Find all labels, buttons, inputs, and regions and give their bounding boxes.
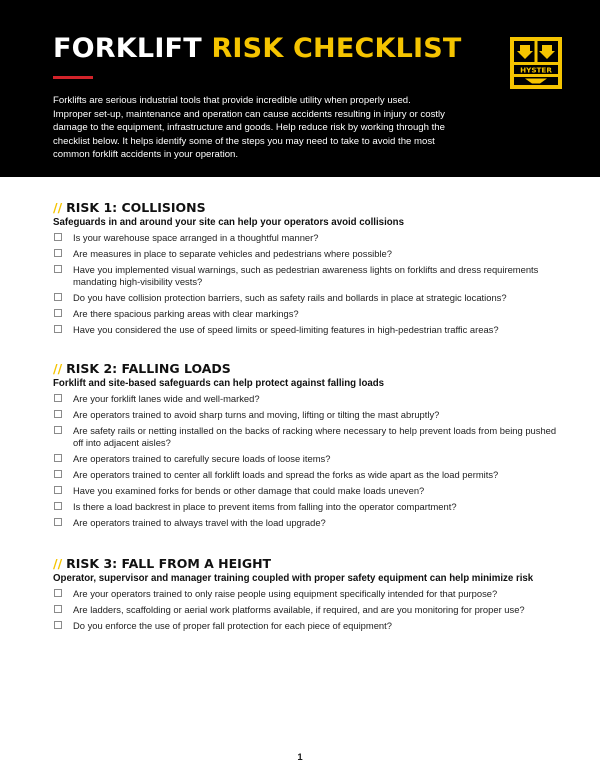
- checklist: [53, 588, 563, 632]
- checklist-item-text: Are operators trained to always travel with the load upgrade?: [73, 517, 326, 528]
- checklist-item: [53, 604, 563, 616]
- intro-paragraph: Forklifts are serious industrial tools that provide incredible utility when properly used. Improper set-up, maintenance and operation can cause accidents resulting in injury or costly damage to the equipment, infrastructure and goods. Help reduce risk by working through the checklist below. It helps identify some of the steps you may need to take to avoid the most common forklift accidents in your operation.: [53, 95, 445, 160]
- checkbox[interactable]: [54, 233, 62, 241]
- checkbox[interactable]: [54, 265, 62, 273]
- checklist: [53, 393, 563, 529]
- slashes-icon: //: [53, 200, 63, 215]
- checklist-item: [53, 248, 563, 260]
- checklist-item: [53, 517, 563, 529]
- checklist-item: [53, 620, 563, 632]
- logo-text: HYSTER: [520, 65, 552, 75]
- checklist-item-text: Do you enforce the use of proper fall protection for each piece of equipment?: [73, 620, 392, 631]
- title-underline: [53, 76, 93, 79]
- page-title: [53, 33, 462, 65]
- checklist-item: [53, 232, 563, 244]
- section-title: [53, 556, 563, 571]
- checkbox[interactable]: [54, 605, 62, 613]
- checklist-item-text: Are your operators trained to only raise people using equipment specifically intended for that purpose?: [73, 588, 498, 599]
- checklist-item-text: Are measures in place to separate vehicles and pedestrians where possible?: [73, 248, 392, 259]
- checkbox[interactable]: [54, 426, 62, 434]
- checkbox[interactable]: [54, 454, 62, 462]
- checkbox[interactable]: [54, 410, 62, 418]
- checklist-item: [53, 292, 563, 304]
- checklist-item: [53, 485, 563, 497]
- checklist-item-text: Have you implemented visual warnings, such as pedestrian awareness lights on forklifts and dress requirements mandating high-visibility vests?: [73, 264, 539, 287]
- checkbox[interactable]: [54, 518, 62, 526]
- page-number: 1: [297, 752, 303, 763]
- section-subtitle: Safeguards in and around your site can help your operators avoid collisions: [53, 217, 404, 228]
- checkbox[interactable]: [54, 249, 62, 257]
- slashes-icon: //: [53, 361, 63, 376]
- checkbox[interactable]: [54, 394, 62, 402]
- title-part-forklift: FORKLIFT: [53, 33, 202, 64]
- checkbox[interactable]: [54, 325, 62, 333]
- checklist-item-text: Are operators trained to carefully secure loads of loose items?: [73, 453, 331, 464]
- checklist-item-text: Do you have collision protection barriers, such as safety rails and bollards in place at strategic locations?: [73, 292, 507, 303]
- checklist-item-text: Are operators trained to center all forklift loads and spread the forks as wide apart as the load permits?: [73, 469, 499, 480]
- checklist-item: [53, 264, 563, 288]
- checklist-item: [53, 453, 563, 465]
- checkbox[interactable]: [54, 293, 62, 301]
- checklist-item-text: Are ladders, scaffolding or aerial work platforms available, if required, and are you monitoring for proper use?: [73, 604, 525, 615]
- checklist-item-text: Are your forklift lanes wide and well-marked?: [73, 393, 260, 404]
- risk-section-falling-loads: [53, 361, 563, 533]
- checklist-item-text: Is your warehouse space arranged in a thoughtful manner?: [73, 232, 319, 243]
- checklist-item: [53, 469, 563, 481]
- checklist-item-text: Have you examined forks for bends or other damage that could make loads uneven?: [73, 485, 425, 496]
- checkbox[interactable]: [54, 621, 62, 629]
- checklist-item-text: Have you considered the use of speed limits or speed-limiting features in high-pedestrian traffic areas?: [73, 324, 499, 335]
- checklist-item-text: Are safety rails or netting installed on the backs of racking where necessary to help prevent loads from being pushed off into adjacent aisles?: [73, 425, 557, 448]
- checkbox[interactable]: [54, 589, 62, 597]
- slashes-icon: //: [53, 556, 63, 571]
- risk-section-collisions: [53, 200, 563, 340]
- section-subtitle: Operator, supervisor and manager training coupled with proper safety equipment can help minimize risk: [53, 573, 534, 584]
- section-title-text: RISK 2: FALLING LOADS: [66, 361, 231, 376]
- checkbox[interactable]: [54, 470, 62, 478]
- checklist-item: [53, 425, 563, 449]
- checklist-item: [53, 409, 563, 421]
- checkbox[interactable]: [54, 486, 62, 494]
- checklist: [53, 232, 563, 336]
- hyster-logo: [510, 37, 562, 89]
- checklist-item-text: Are there spacious parking areas with clear markings?: [73, 308, 299, 319]
- checklist-item: [53, 324, 563, 336]
- checklist-item: [53, 588, 563, 600]
- checkbox[interactable]: [54, 502, 62, 510]
- risk-section-fall-from-height: [53, 556, 563, 636]
- checklist-item: [53, 308, 563, 320]
- header-banner: [0, 0, 600, 177]
- section-title: [53, 200, 563, 215]
- section-title-text: RISK 3: FALL FROM A HEIGHT: [66, 556, 272, 571]
- checklist-item: [53, 393, 563, 405]
- checkbox[interactable]: [54, 309, 62, 317]
- section-title: [53, 361, 563, 376]
- section-subtitle: Forklift and site-based safeguards can help protect against falling loads: [53, 378, 385, 389]
- title-part-risk-checklist: RISK CHECKLIST: [211, 33, 462, 64]
- checklist-item-text: Is there a load backrest in place to prevent items from falling into the operator compartment?: [73, 501, 457, 512]
- section-title-text: RISK 1: COLLISIONS: [66, 200, 206, 215]
- checklist-item: [53, 501, 563, 513]
- checklist-item-text: Are operators trained to avoid sharp turns and moving, lifting or tilting the mast abruptly?: [73, 409, 440, 420]
